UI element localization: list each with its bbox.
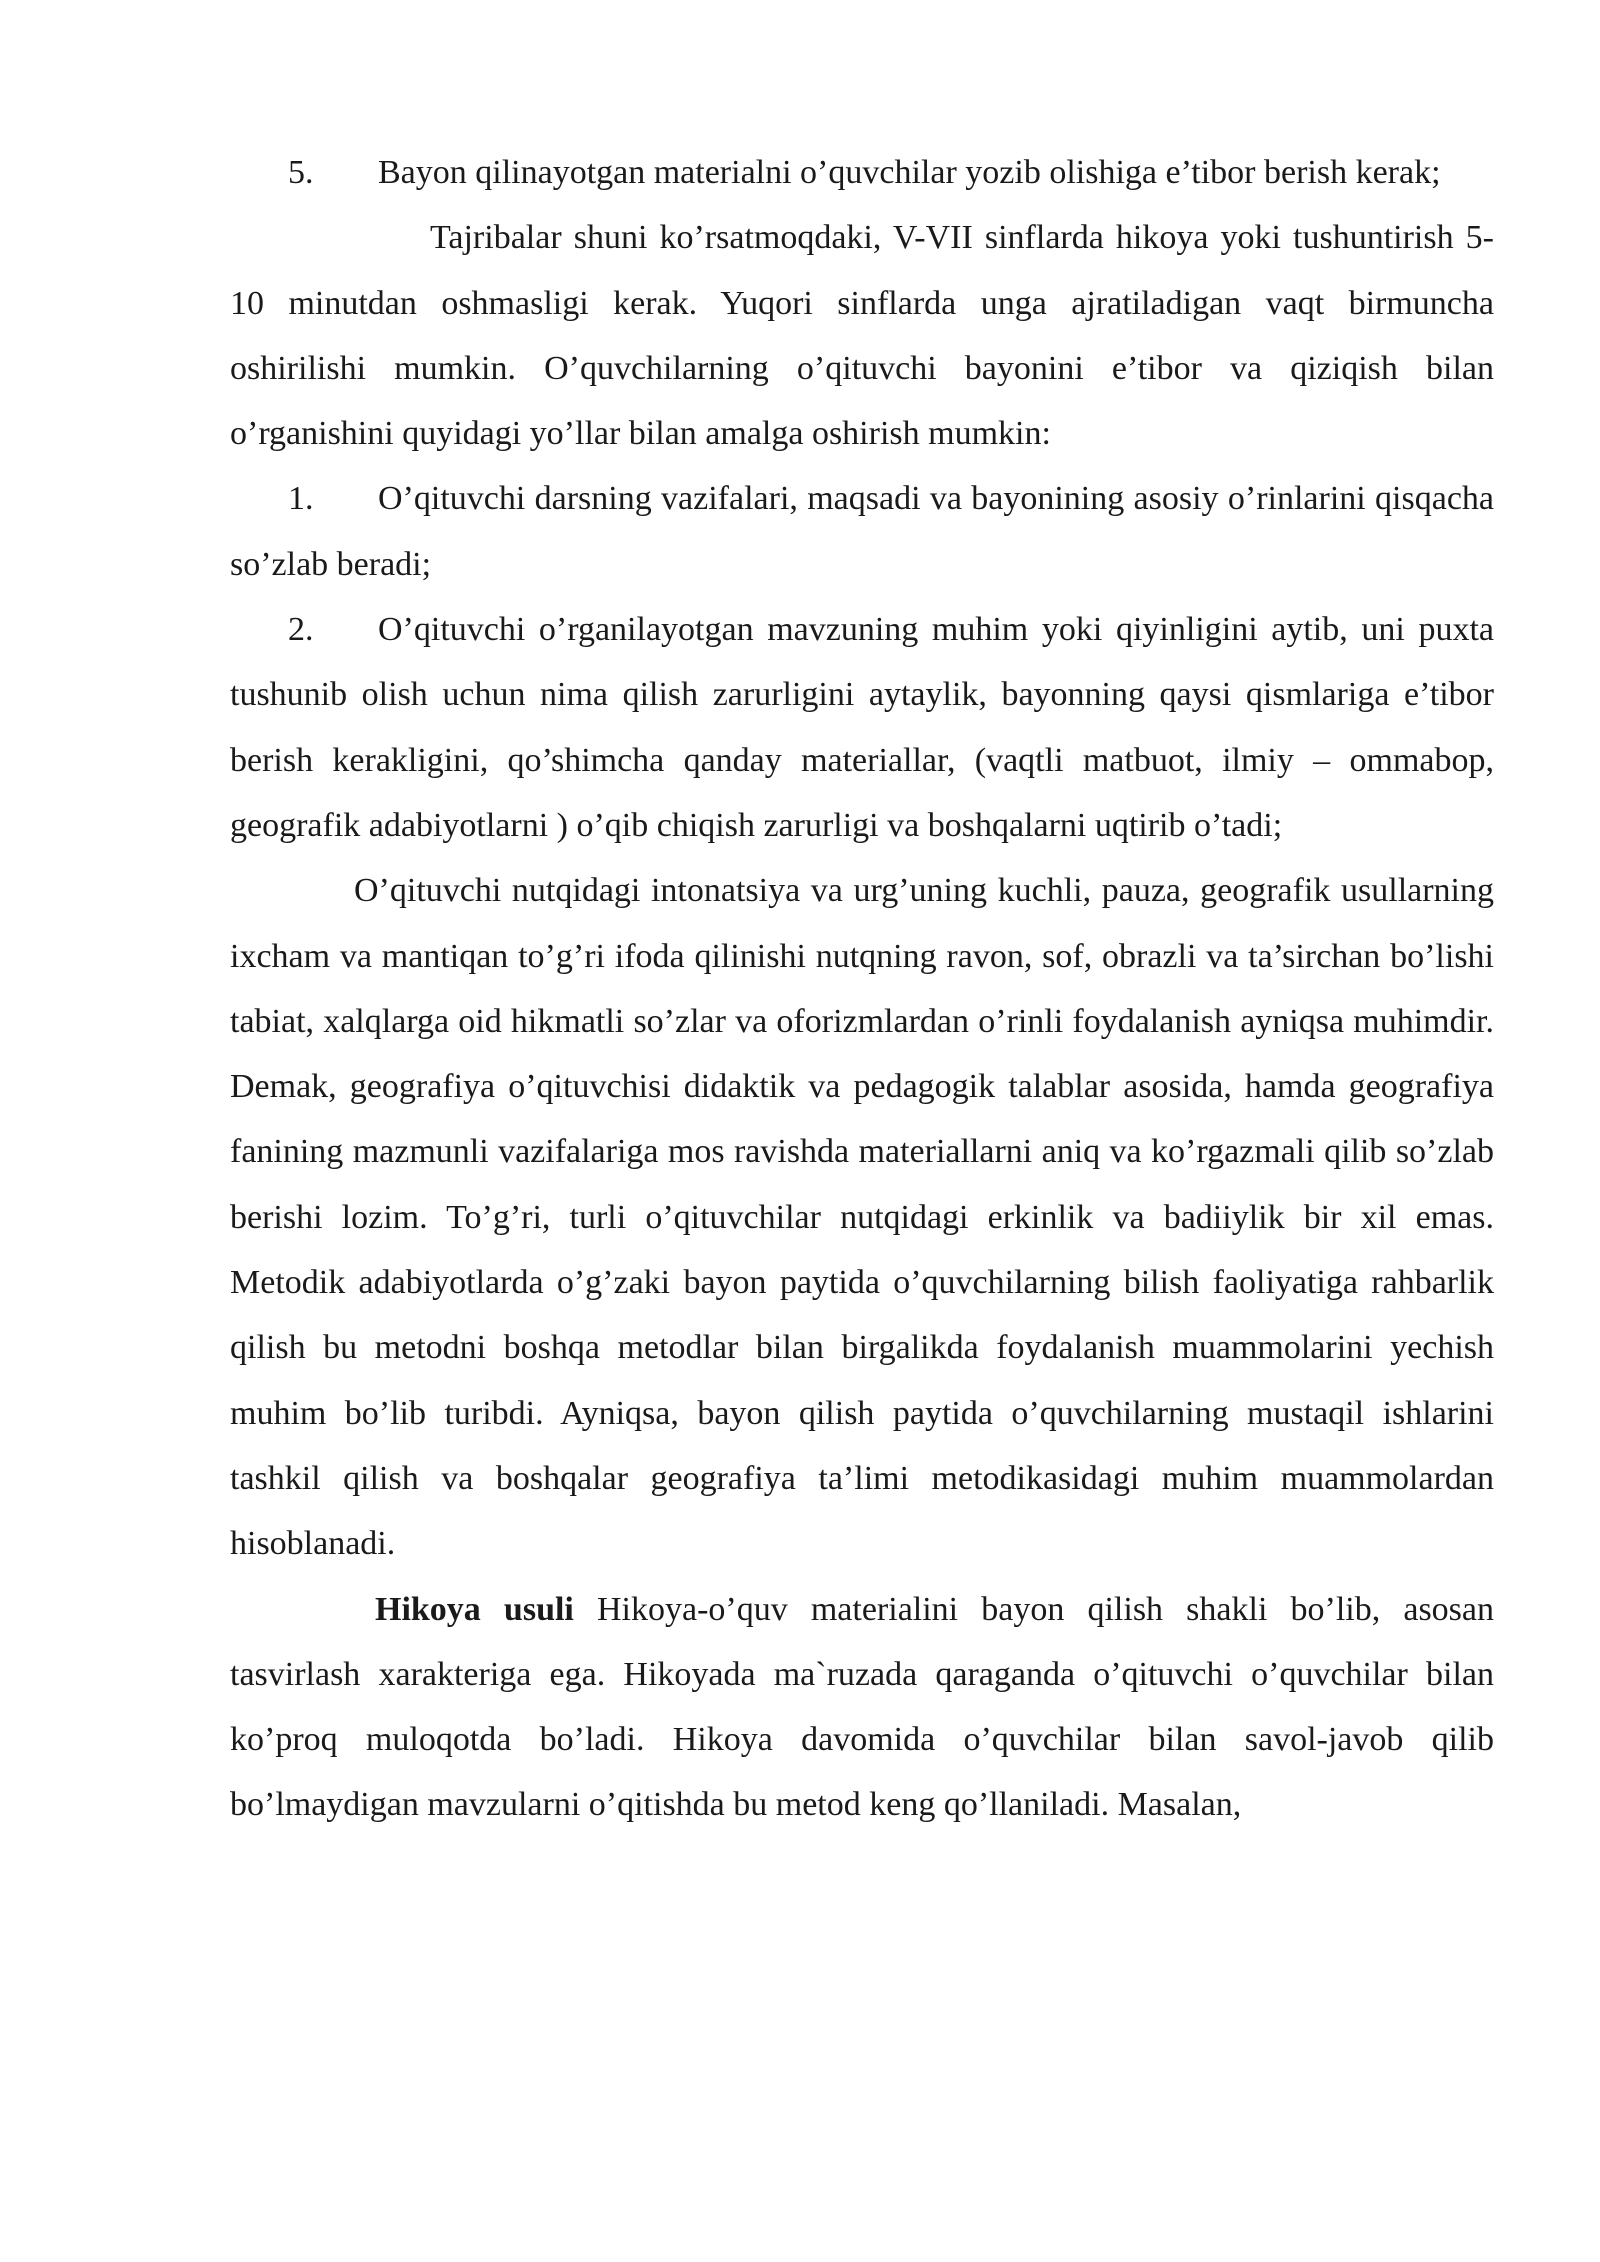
paragraph-nutq: O’qituvchi nutqidagi intonatsiya va urg’uning kuchli, pauza, geografik usullarning ixcham va mantiqan to’g’ri ifoda qilinishi nutqning ravon, sof, obrazli va ta’sirchan bo’lishi tabiat, xalqlarga oid hikmatli so’zlar va oforizmlardan o’rinli foydalanish ayniqsa muhimdir. Demak, geografiya o’qituvchisi didaktik va pedagogik talablar asosida, hamda geografiya fanining mazmunli vazifalariga mos ravishda materiallarni aniq va ko’rgazmali qilib so’zlab berishi lozim. To’g’ri, turli o’qituvchilar nutqidagi erkinlik va badiiylik bir xil emas. Metodik adabiyotlarda o’g’zaki bayon paytida o’quvchilarning bilish faoliyatiga rahbarlik qilish bu metodni boshqa metodlar bilan birgalikda foydalanish muammolarini yechish muhim bo’lib turibdi. Ayniqsa, bayon qilish paytida o’quvchilarning mustaqil ishlarini tashkil qilish va boshqalar geografiya ta’limi metodikasidagi muhim muammolardan hisoblanadi.	[230, 872, 1494, 1563]
numbered-item-5	[230, 140, 1494, 205]
item-text: O’qituvchi o’rganilayotgan mavzuning muhim yoki qiyinligini aytib, uni puxta tushunib olish uchun nima qilish zarurligini aytaylik, bayonning qaysi qismlariga e’tibor berish kerakligini, qo’shimcha qanday materiallar, (vaqtli matbuot, ilmiy – ommabop, geografik adabiyotlarni ) o’qib chiqish zarurligi va boshqalarni uqtirib o’tadi;	[230, 611, 1494, 844]
numbered-item-1	[230, 466, 1494, 597]
paragraph-tajribalar: Tajribalar shuni ko’rsatmoqdaki, V-VII sinflarda hikoya yoki tushuntirish 5-10 minutdan oshmasligi kerak. Yuqori sinflarda unga ajratiladigan vaqt birmuncha oshirilishi mumkin. O’quvchilarning o’qituvchi bayonini e’tibor va qiziqish bilan o’rganishini quyidagi yo’llar bilan amalga oshirish mumkin:	[230, 219, 1494, 453]
section-heading: Hikoya usuli	[375, 1590, 574, 1628]
item-text: O’qituvchi darsning vazifalari, maqsadi va bayonining asosiy o’rinlarini qisqacha so’zlab beradi;	[230, 480, 1494, 583]
item-number: 5.	[288, 154, 314, 191]
document-page	[230, 140, 1494, 1838]
paragraph-text: Hikoya-o’quv materialini bayon qilish shakli bo’lib, asosan tasvirlash xarakteriga ega. Hikoyada ma`ruzada qaraganda o’qituvchi o’quvchilar bilan ko’proq muloqotda bo’ladi. Hikoya davomida o’quvchilar bilan savol-javob qilib bo’lmaydigan mavzularni o’qitishda bu metod keng qo’llaniladi. Masalan,	[230, 1590, 1494, 1824]
item-number: 2.	[288, 611, 314, 649]
numbered-item-2	[230, 597, 1494, 858]
paragraph-hikoya	[230, 1577, 1494, 1838]
item-number: 1.	[288, 480, 314, 518]
item-text: Bayon qilinayotgan materialni o’quvchilar yozib olishiga e’tibor berish kerak;	[378, 154, 1441, 191]
